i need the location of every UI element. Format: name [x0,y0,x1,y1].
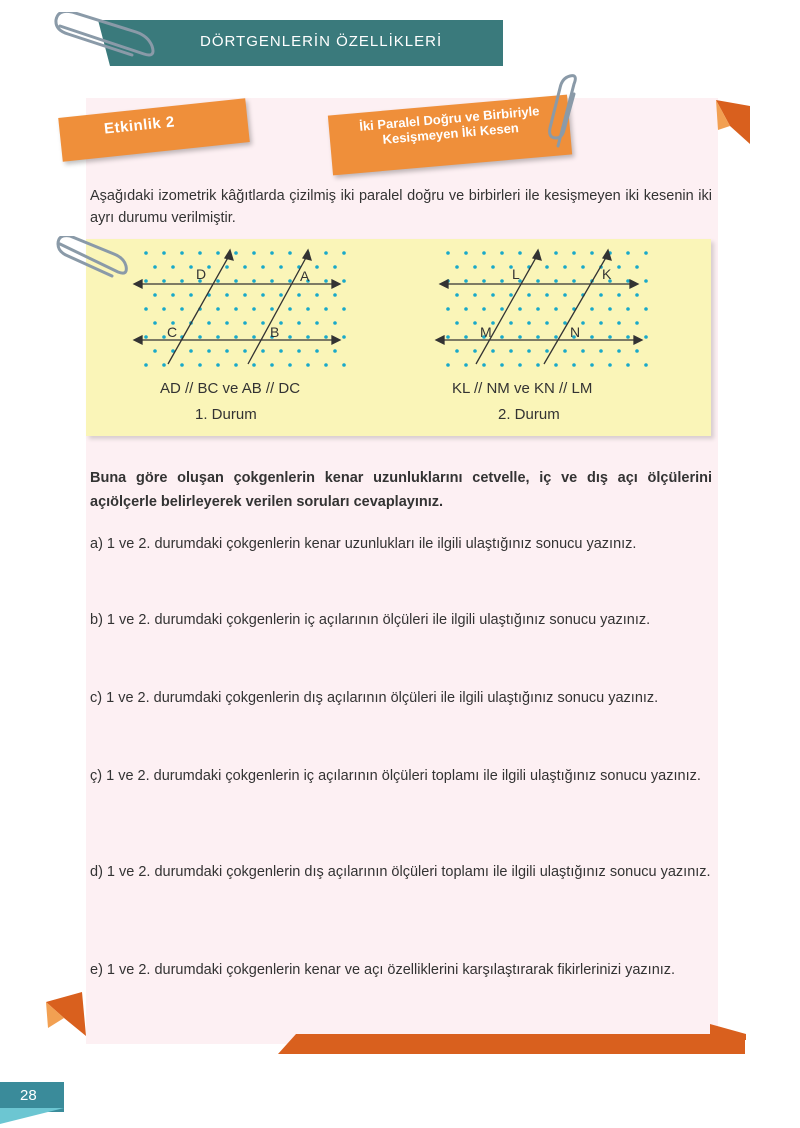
activity-label-text: Etkinlik 2 [103,113,176,138]
grid-dot [243,293,247,297]
grid-dot [590,251,594,255]
grid-dot [225,321,229,325]
grid-dot [153,293,157,297]
grid-dot [500,251,504,255]
arrowhead [634,336,642,344]
grid-dot [342,363,346,367]
grid-dot [333,321,337,325]
figure-1-caption: 1. Durum [195,406,257,423]
grid-dot [491,349,495,353]
grid-dot [207,265,211,269]
grid-dot [216,335,220,339]
topic-label-text: İki Paralel Doğru ve Birbiriyle Kesişmeyen İki Kesen [358,103,540,147]
point-label: N [570,324,581,340]
grid-dot [617,293,621,297]
corner-fold-top-right [700,100,752,146]
grid-dot [590,307,594,311]
grid-dot [315,293,319,297]
point-label: K [602,266,612,282]
grid-dot [162,251,166,255]
grid-dot [518,363,522,367]
grid-dot [153,321,157,325]
grid-dot [144,251,148,255]
grid-dot [324,251,328,255]
grid-dot [572,363,576,367]
grid-dot [527,349,531,353]
grid-dot [482,363,486,367]
grid-dot [324,363,328,367]
grid-dot [315,349,319,353]
grid-dot [315,321,319,325]
grid-dot [252,279,256,283]
grid-dot [270,363,274,367]
grid-dot [518,251,522,255]
grid-dot [216,363,220,367]
grid-dot [279,349,283,353]
grid-dot [509,293,513,297]
figure-1-relation: AD // BC ve AB // DC [160,380,301,397]
question-d: d) 1 ve 2. durumdaki çokgenlerin dış açılarının ölçüleri toplamı ile ilgili ulaştığınız sonucu yazınız. [90,864,711,880]
bottom-strip [278,1034,745,1054]
grid-dot [617,321,621,325]
arrowhead [303,250,311,260]
grid-dot [644,363,648,367]
question-a: a) 1 ve 2. durumdaki çokgenlerin kenar uzunlukları ile ilgili ulaştığınız sonucu yazınız. [90,536,637,552]
point-label: M [480,324,492,340]
intro-paragraph: Aşağıdaki izometrik kâğıtlarda çizilmiş iki paralel doğru ve birbirleri ile kesişmeyen iki kesenin iki ayrı durumu verilmiştir. [90,188,712,226]
grid-dot [545,349,549,353]
grid-dot [261,349,265,353]
grid-dot [635,293,639,297]
paperclip-icon [548,72,588,154]
grid-dot [153,349,157,353]
grid-dot [216,279,220,283]
grid-dot [234,279,238,283]
grid-dot [554,363,558,367]
grid-dot [198,251,202,255]
page-number: 28 [20,1087,37,1104]
grid-dot [545,265,549,269]
grid-dot [644,335,648,339]
grid-dot [473,349,477,353]
grid-dot [635,265,639,269]
grid-dot [446,335,450,339]
grid-dot [243,321,247,325]
arrowhead [440,280,448,288]
grid-dot [608,307,612,311]
grid-dot [446,307,450,311]
page-number-tab-tail [0,1108,64,1128]
grid-dot [626,279,630,283]
grid-dot [180,307,184,311]
grid-dot [626,335,630,339]
arrowhead [332,280,340,288]
corner-fold-bottom-left [44,992,90,1038]
grid-dot [234,251,238,255]
grid-dot [473,293,477,297]
arrowhead [332,336,340,344]
grid-dot [644,251,648,255]
grid-dot [315,265,319,269]
grid-dot [464,307,468,311]
grid-dot [198,363,202,367]
grid-dot [446,363,450,367]
grid-dot [288,251,292,255]
grid-dot [455,349,459,353]
grid-dot [581,321,585,325]
grid-dot [279,265,283,269]
grid-dot [464,363,468,367]
grid-dot [252,307,256,311]
grid-dot [225,293,229,297]
question-c: c) 1 ve 2. durumdaki çokgenlerin dış açılarının ölçüleri ile ilgili ulaştığınız sonucu yazınız. [90,690,659,706]
grid-dot [261,265,265,269]
grid-dot [518,335,522,339]
grid-dot [500,335,504,339]
dot-grid [144,251,346,367]
grid-dot [216,251,220,255]
grid-dot [626,363,630,367]
figure-2-caption: 2. Durum [498,406,560,423]
isometric-figure-2 [434,244,660,368]
grid-dot [198,335,202,339]
grid-dot [464,279,468,283]
grid-dot [446,251,450,255]
grid-dot [626,307,630,311]
grid-dot [207,349,211,353]
grid-dot [297,349,301,353]
grid-dot [207,321,211,325]
grid-dot [144,279,148,283]
grid-dot [306,307,310,311]
arrowhead [533,250,541,260]
grid-dot [554,279,558,283]
arrowhead [134,280,142,288]
grid-dot [162,279,166,283]
arrowhead [436,336,444,344]
grid-dot [635,321,639,325]
grid-dot [626,251,630,255]
grid-dot [455,321,459,325]
grid-dot [482,279,486,283]
arrowhead [134,336,142,344]
grid-dot [288,279,292,283]
grid-dot [333,293,337,297]
grid-dot [243,349,247,353]
grid-dot [563,293,567,297]
grid-dot [563,265,567,269]
grid-dot [189,265,193,269]
grid-dot [342,335,346,339]
grid-dot [536,363,540,367]
figure-2-relation: KL // NM ve KN // LM [452,380,593,397]
grid-dot [261,321,265,325]
grid-dot [180,363,184,367]
grid-dot [342,279,346,283]
point-label: C [167,324,178,340]
grid-dot [608,335,612,339]
grid-dot [234,363,238,367]
grid-dot [509,349,513,353]
grid-dot [536,279,540,283]
grid-dot [581,349,585,353]
dot-grid [446,251,648,367]
grid-dot [333,349,337,353]
question-b: b) 1 ve 2. durumdaki çokgenlerin iç açılarının ölçüleri ile ilgili ulaştığınız sonucu yazınız. [90,612,651,628]
grid-dot [189,293,193,297]
grid-dot [644,307,648,311]
grid-dot [473,321,477,325]
grid-dot [500,279,504,283]
grid-dot [180,251,184,255]
grid-dot [554,335,558,339]
transversal-right [544,254,608,364]
grid-dot [144,335,148,339]
grid-dot [234,335,238,339]
grid-dot [491,321,495,325]
grid-dot [306,363,310,367]
grid-dot [455,293,459,297]
chapter-title: DÖRTGENLERİN ÖZELLİKLERİ [200,33,443,50]
grid-dot [225,265,229,269]
grid-dot [590,363,594,367]
grid-dot [599,293,603,297]
grid-dot [297,321,301,325]
grid-dot [288,363,292,367]
grid-dot [144,363,148,367]
grid-dot [261,293,265,297]
grid-dot [216,307,220,311]
grid-dot [153,265,157,269]
grid-dot [599,321,603,325]
grid-dot [536,307,540,311]
grid-dot [572,279,576,283]
grid-dot [608,363,612,367]
grid-dot [243,265,247,269]
grid-dot [234,307,238,311]
grid-dot [252,335,256,339]
grid-dot [509,321,513,325]
grid-dot [563,321,567,325]
instruction-text: Buna göre oluşan çokgenlerin kenar uzunluklarını cetvelle, iç ve dış açı ölçülerini açıölçerle belirleyerek verilen soruları cevaplayınız. [90,470,712,510]
grid-dot [455,265,459,269]
grid-dot [482,251,486,255]
grid-dot [500,307,504,311]
grid-dot [635,349,639,353]
grid-dot [252,251,256,255]
grid-dot [225,349,229,353]
grid-dot [644,279,648,283]
grid-dot [288,335,292,339]
grid-dot [572,251,576,255]
grid-dot [333,265,337,269]
isometric-figure-1 [132,244,358,368]
grid-dot [324,279,328,283]
grid-dot [581,265,585,269]
grid-dot [171,265,175,269]
grid-dot [482,307,486,311]
grid-dot [324,307,328,311]
paperclip-icon [52,12,162,67]
grid-dot [545,293,549,297]
grid-dot [464,251,468,255]
grid-dot [527,321,531,325]
grid-dot [599,349,603,353]
grid-dot [342,251,346,255]
grid-dot [536,335,540,339]
question-c-cedilla: ç) 1 ve 2. durumdaki çokgenlerin iç açılarının ölçüleri toplamı ile ilgili ulaştığınız sonucu yazınız. [90,768,701,784]
grid-dot [473,265,477,269]
grid-dot [342,307,346,311]
grid-dot [306,335,310,339]
grid-dot [162,335,166,339]
grid-dot [554,251,558,255]
grid-dot [324,335,328,339]
grid-dot [270,279,274,283]
grid-dot [297,293,301,297]
grid-dot [171,293,175,297]
point-label: L [512,266,520,282]
grid-dot [162,307,166,311]
grid-dot [491,265,495,269]
paperclip-icon [54,236,132,282]
point-label: A [300,268,310,284]
grid-dot [144,307,148,311]
arrowhead [225,250,233,260]
point-label: D [196,266,207,282]
grid-dot [252,363,256,367]
grid-dot [189,349,193,353]
grid-dot [563,349,567,353]
grid-dot [491,293,495,297]
grid-dot [617,349,621,353]
grid-dot [527,293,531,297]
grid-dot [279,321,283,325]
grid-dot [180,279,184,283]
question-e: e) 1 ve 2. durumdaki çokgenlerin kenar ve açı özelliklerini karşılaştırarak fikirlerinizi yazınız. [90,962,676,978]
grid-dot [590,335,594,339]
grid-dot [617,265,621,269]
transversal-right [248,254,308,364]
grid-dot [518,307,522,311]
grid-dot [545,321,549,325]
grid-dot [162,363,166,367]
grid-dot [500,363,504,367]
grid-dot [554,307,558,311]
grid-dot [464,335,468,339]
grid-dot [288,307,292,311]
grid-dot [270,251,274,255]
arrowhead [630,280,638,288]
point-label: B [270,324,280,340]
grid-dot [279,293,283,297]
grid-dot [270,307,274,311]
